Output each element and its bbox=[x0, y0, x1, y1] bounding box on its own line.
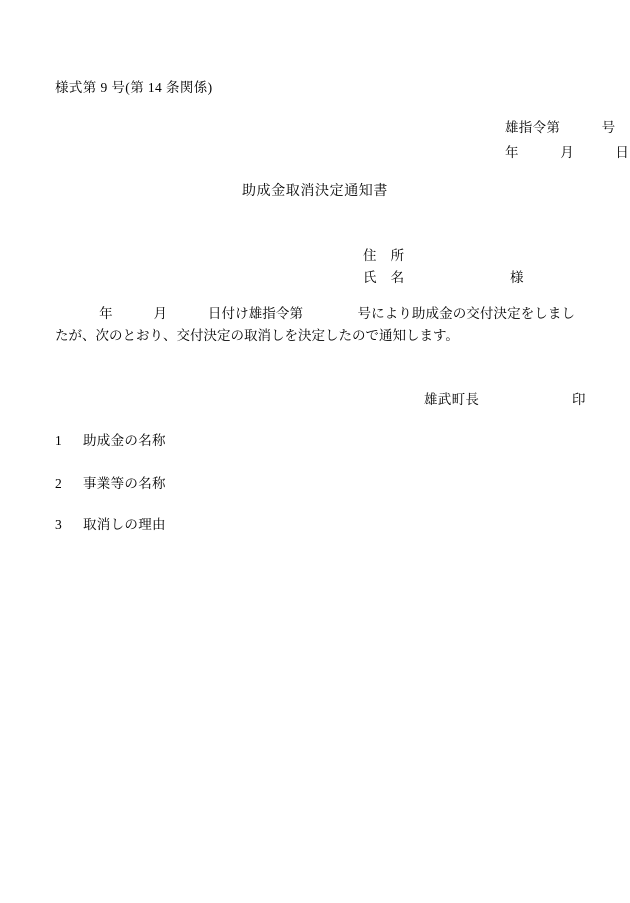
paragraph-text: 年 月 日付け雄指令第 号により助成金の交付決定をしましたが、次のとおり、交付決定の取消しを決定したので通知します。 bbox=[55, 306, 575, 343]
form-number: 様式第 9 号(第 14 条関係) bbox=[55, 80, 213, 95]
list-item-label: 事業等の名称 bbox=[83, 476, 166, 491]
list-item-label: 助成金の名称 bbox=[83, 433, 166, 448]
document-title: 助成金取消決定通知書 bbox=[242, 184, 388, 199]
notification-paragraph bbox=[55, 303, 575, 347]
seal-icon: 印 bbox=[572, 392, 586, 407]
document-date: 年 月 日 bbox=[505, 145, 630, 160]
list-item bbox=[55, 434, 166, 448]
list-item bbox=[55, 477, 166, 491]
address-label: 住 所 bbox=[363, 248, 405, 263]
document-number: 雄指令第 号 bbox=[505, 120, 616, 135]
list-item-number: 2 bbox=[55, 476, 63, 491]
list-item-label: 取消しの理由 bbox=[83, 517, 166, 532]
issuer-name: 雄武町長 bbox=[424, 392, 480, 407]
name-label: 氏 名 bbox=[363, 270, 405, 285]
list-item bbox=[55, 518, 166, 532]
name-honorific: 様 bbox=[510, 270, 524, 285]
list-item-number: 3 bbox=[55, 517, 63, 532]
list-item-number: 1 bbox=[55, 433, 63, 448]
